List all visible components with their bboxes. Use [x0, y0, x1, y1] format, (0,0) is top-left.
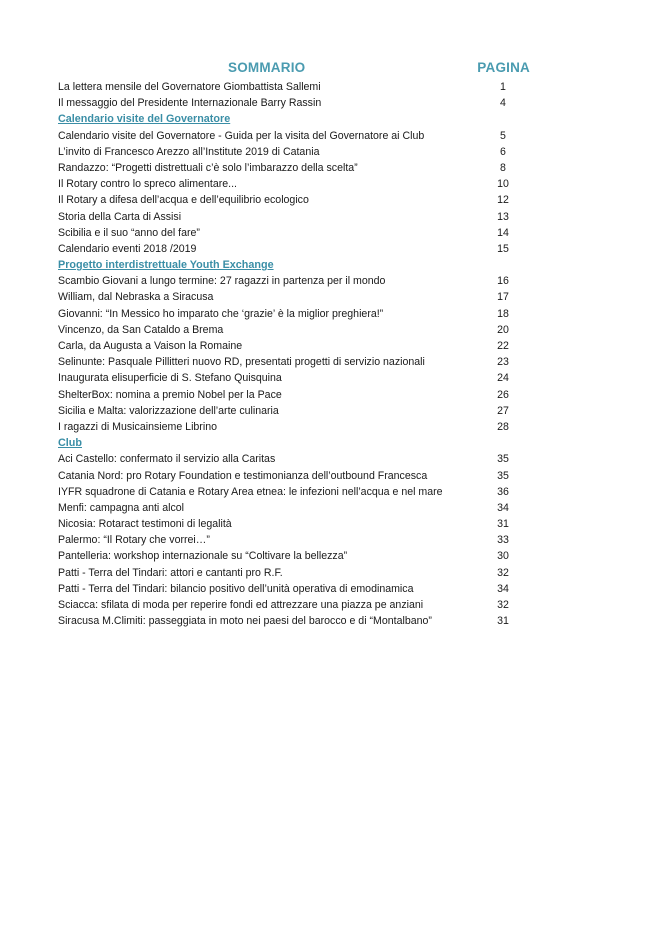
toc-title: SOMMARIO	[228, 60, 306, 75]
entry-page-number: 36	[497, 485, 509, 498]
entry-page-number: 6	[500, 145, 506, 158]
entry-title: Carla, da Augusta a Vaison la Romaine	[58, 340, 243, 352]
entry-title: Storia della Carta di Assisi	[58, 210, 182, 223]
entry-page-number: 32	[497, 566, 509, 579]
toc-entry	[58, 306, 518, 322]
toc-entry	[58, 79, 518, 95]
toc-header	[58, 60, 530, 80]
entry-title: ShelterBox: nomina a premio Nobel per la Pace	[58, 388, 282, 401]
entry-page-number: 35	[497, 453, 509, 466]
entry-page-number: 4	[500, 97, 506, 110]
toc-entry	[58, 387, 518, 403]
entry-page-number: 18	[497, 307, 509, 320]
entry-page-number: 34	[497, 582, 509, 595]
toc-section-heading	[58, 257, 518, 273]
entry-title: William, dal Nebraska a Siracusa	[58, 291, 214, 304]
entry-page-number: 1	[500, 81, 506, 93]
entry-title: IYFR squadrone di Catania e Rotary Area etnea: le infezioni nell’acqua e nel mare	[58, 485, 443, 498]
entry-page-number: 8	[500, 161, 506, 174]
toc-entry	[58, 354, 518, 370]
section-title: Progetto interdistrettuale Youth Exchange	[58, 259, 274, 272]
toc-entry	[58, 192, 518, 208]
entry-title: Scambio Giovani a lungo termine: 27 ragazzi in partenza per il mondo	[58, 275, 386, 288]
toc-entry	[58, 338, 518, 354]
entry-title: Inaugurata elisuperficie di S. Stefano Quisquina	[58, 372, 282, 385]
toc-entry	[58, 241, 518, 257]
section-title: Club	[58, 437, 82, 450]
entry-title: Calendario eventi 2018 /2019	[58, 242, 197, 255]
toc-entry	[58, 225, 518, 241]
toc-entry	[58, 613, 518, 629]
section-title: Calendario visite del Governatore	[58, 113, 231, 126]
entry-page-number: 26	[497, 388, 509, 401]
entry-title: L’invito di Francesco Arezzo all’Institute 2019 di Catania	[58, 145, 320, 158]
entry-title: Calendario visite del Governatore - Guida per la visita del Governatore ai Club	[58, 129, 425, 142]
toc-entry	[58, 403, 518, 419]
entry-title: Catania Nord: pro Rotary Foundation e testimonianza dell’outbound Francesca	[58, 469, 428, 482]
entry-title: Siracusa M.Climiti: passeggiata in moto nei paesi del barocco e di “Montalbano”	[58, 615, 432, 628]
toc-entry	[58, 451, 518, 467]
entry-title: La lettera mensile del Governatore Giombattista Sallemi	[58, 81, 321, 93]
entry-page-number: 27	[497, 404, 509, 417]
entry-title: Sicilia e Malta: valorizzazione dell’arte culinaria	[58, 404, 279, 417]
toc-section-heading	[58, 435, 518, 451]
toc-entry	[58, 144, 518, 160]
entry-page-number: 12	[497, 194, 509, 207]
toc-entry	[58, 484, 518, 500]
entry-title: Sciacca: sfilata di moda per reperire fondi ed attrezzare una piazza pe anziani	[58, 599, 424, 611]
toc-entry	[58, 516, 518, 532]
entry-title: Nicosia: Rotaract testimoni di legalità	[58, 518, 232, 531]
entry-page-number: 30	[497, 550, 509, 563]
toc-entry	[58, 565, 518, 581]
entry-page-number: 32	[497, 599, 509, 611]
entry-title: I ragazzi di Musicainsieme Librino	[58, 420, 217, 433]
entry-page-number: 22	[497, 340, 509, 352]
entry-title: Palermo: “Il Rotary che vorrei…”	[58, 534, 210, 547]
toc-entry	[58, 468, 518, 484]
entry-page-number: 24	[497, 372, 509, 385]
toc-entry	[58, 273, 518, 289]
entry-page-number: 10	[497, 178, 509, 191]
entry-page-number: 16	[497, 275, 509, 288]
toc-entry	[58, 322, 518, 338]
entry-page-number: 31	[497, 615, 509, 628]
entry-page-number: 13	[497, 210, 509, 223]
table-of-contents	[58, 79, 518, 629]
entry-page-number: 33	[497, 534, 509, 547]
entry-title: Selinunte: Pasquale Pillitteri nuovo RD, presentati progetti di servizio nazionali	[58, 356, 425, 369]
entry-title: Scibilia e il suo “anno del fare”	[58, 226, 200, 239]
entry-title: Giovanni: “In Messico ho imparato che ‘grazie’ è la miglior preghiera!”	[58, 307, 384, 320]
toc-entry	[58, 500, 518, 516]
entry-title: Il messaggio del Presidente Internazionale Barry Rassin	[58, 97, 322, 110]
toc-entry	[58, 370, 518, 386]
entry-title: Il Rotary a difesa dell’acqua e dell’equilibrio ecologico	[58, 194, 309, 207]
entry-title: Randazzo: “Progetti distrettuali c’è solo l’imbarazzo della scelta”	[58, 161, 358, 174]
entry-page-number: 34	[497, 501, 509, 514]
entry-page-number: 15	[497, 242, 509, 255]
entry-page-number: 17	[497, 291, 509, 304]
entry-page-number: 35	[497, 469, 509, 482]
toc-entry	[58, 209, 518, 225]
entry-title: Patti - Terra del Tindari: bilancio positivo dell’unità operativa di emodinamica	[58, 582, 414, 595]
toc-entry	[58, 128, 518, 144]
entry-page-number: 28	[497, 420, 509, 433]
entry-page-number: 20	[497, 323, 509, 336]
toc-entry	[58, 160, 518, 176]
entry-title: Il Rotary contro lo spreco alimentare...	[58, 178, 237, 191]
entry-title: Patti - Terra del Tindari: attori e cantanti pro R.F.	[58, 566, 283, 579]
toc-section-heading	[58, 111, 518, 127]
toc-entry	[58, 532, 518, 548]
toc-entry	[58, 289, 518, 305]
toc-entry	[58, 419, 518, 435]
entry-page-number: 23	[497, 356, 509, 369]
entry-title: Menfi: campagna anti alcol	[58, 501, 185, 514]
entry-title: Vincenzo, da San Cataldo a Brema	[58, 323, 224, 336]
entry-page-number: 5	[500, 129, 506, 142]
entry-title: Aci Castello: confermato il servizio alla Caritas	[58, 453, 276, 466]
toc-entry	[58, 176, 518, 192]
toc-entry	[58, 581, 518, 597]
entry-page-number: 31	[497, 518, 509, 531]
toc-entry	[58, 548, 518, 564]
entry-title: Pantelleria: workshop internazionale su “Coltivare la bellezza”	[58, 550, 348, 563]
toc-entry	[58, 597, 518, 613]
entry-page-number: 14	[497, 226, 509, 239]
toc-entry	[58, 95, 518, 111]
page-column-label: PAGINA	[477, 60, 530, 75]
